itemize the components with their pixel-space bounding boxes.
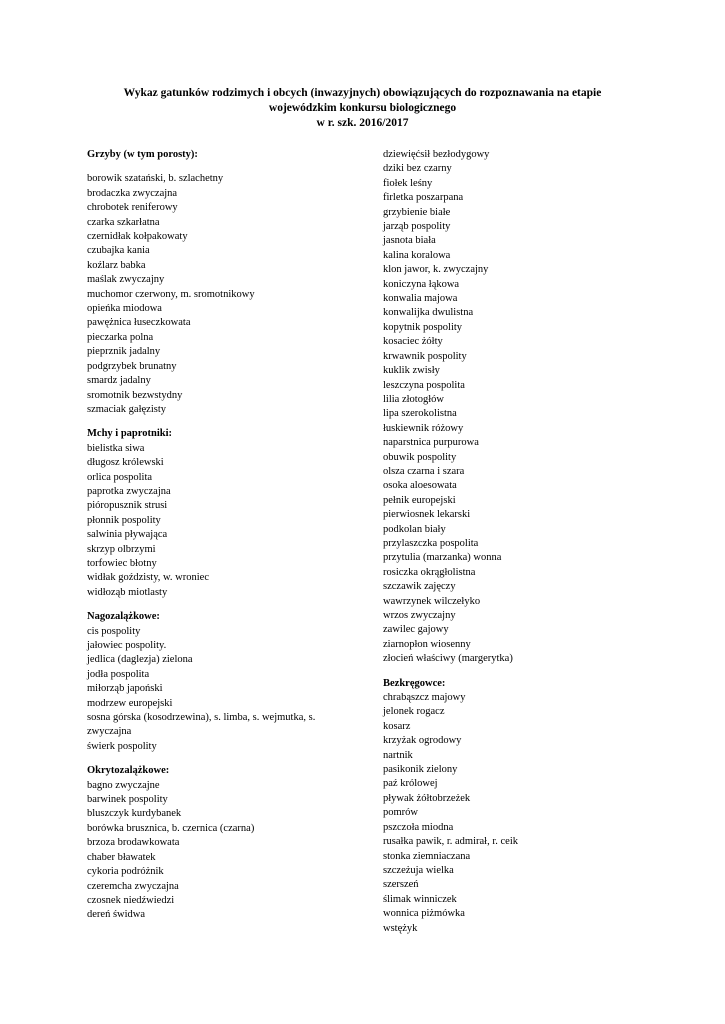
species-item: grzybienie białe (383, 206, 451, 218)
species-item: bielistka siwa (87, 442, 145, 454)
species-item: chrabąszcz majowy (383, 692, 466, 704)
document-title (60, 86, 665, 131)
species-item: borówka brusznica, b. czernica (czarna) (87, 822, 255, 834)
species-item: konwalia majowa (383, 293, 458, 305)
species-item: kosarz (383, 720, 411, 732)
species-item: fiołek leśny (383, 177, 433, 189)
section-heading-okrytozalazkowe: Okrytozalążkowe: (87, 765, 170, 777)
species-item: lipa szerokolistna (383, 408, 457, 420)
species-item: barwinek pospolity (87, 794, 168, 806)
species-item: pieprznik jadalny (87, 346, 161, 358)
species-item: czeremcha zwyczajna (87, 880, 179, 892)
species-item: konwalijka dwulistna (383, 307, 474, 319)
species-item: widłoząb miotlasty (87, 586, 168, 598)
species-item: cykoria podróżnik (87, 866, 164, 878)
species-item: szerszeń (383, 879, 419, 891)
species-item: jasnota biała (383, 235, 436, 247)
species-item: wawrzynek wilczełyko (383, 595, 481, 607)
species-item: osoka aloesowata (383, 480, 457, 492)
species-item: smardz jadalny (87, 375, 151, 387)
section-heading-nagozalazkowe: Nagozalążkowe: (87, 611, 160, 623)
section-heading-mchy: Mchy i paprotniki: (87, 428, 172, 440)
species-item: maślak zwyczajny (87, 274, 165, 286)
species-item: pasikonik zielony (383, 764, 458, 776)
species-item: podgrzybek brunatny (87, 360, 177, 372)
species-item: sromotnik bezwstydny (87, 389, 183, 401)
species-item: pawężnica łuseczkowata (87, 317, 191, 329)
species-item: pomrów (383, 807, 418, 819)
species-item: pszczoła miodna (383, 821, 454, 833)
species-item: kuklik zwisły (383, 365, 440, 377)
species-item: orlica pospolita (87, 471, 153, 483)
section-heading-bezkregowce: Bezkręgowce: (383, 677, 446, 689)
species-item: klon jawor, k. zwyczajny (383, 264, 489, 276)
species-item: modrzew europejski (87, 697, 173, 709)
species-item: dziki bez czarny (383, 163, 452, 175)
section-heading-grzyby: Grzyby (w tym porosty): (87, 149, 198, 160)
list-grzyby (87, 172, 357, 417)
species-item: zawilec gajowy (383, 624, 449, 636)
title-line-1: Wykaz gatunków rodzimych i obcych (inwazyjnych) obowiązujących do rozpoznawania na etapie (123, 87, 602, 99)
species-item: salwinia pływająca (87, 529, 168, 541)
species-item: szczeżuja wielka (383, 864, 454, 876)
species-item: sosna górska (kosodrzewina), s. limba, s. wejmutka, s. zwyczajna (87, 712, 316, 738)
species-item: jedlica (daglezja) zielona (87, 654, 193, 666)
species-item: bluszczyk kurdybanek (87, 808, 182, 820)
species-item: miłorząb japoński (87, 683, 163, 695)
species-item: szczawik zajęczy (383, 581, 456, 593)
species-item: brzoza brodawkowata (87, 837, 180, 849)
species-item: chaber bławatek (87, 851, 156, 863)
title-line-3: w r. szk. 2016/2017 (316, 117, 409, 129)
species-item: łuskiewnik różowy (383, 422, 464, 434)
species-item: kalina koralowa (383, 249, 451, 261)
species-item: rusałka pawik, r. admirał, r. ceik (383, 836, 518, 848)
species-item: krzyżak ogrodowy (383, 735, 462, 747)
species-item: długosz królewski (87, 457, 164, 469)
species-item: wrzos zwyczajny (383, 610, 456, 621)
species-item: złocień właściwy (margerytka) (383, 653, 513, 665)
left-column (87, 148, 357, 923)
species-item: czubajka kania (87, 245, 150, 257)
species-item: pływak żółtobrzeżek (383, 792, 471, 804)
species-item: jarząb pospolity (383, 221, 451, 233)
species-item: koźlarz babka (87, 259, 146, 271)
species-item: dereń świdwa (87, 909, 146, 921)
species-item: cis pospolity (87, 625, 141, 637)
species-item: chrobotek reniferowy (87, 202, 178, 214)
species-item: pióropusznik strusi (87, 500, 168, 512)
species-item: przylaszczka pospolita (383, 537, 479, 549)
species-item: skrzyp olbrzymi (87, 543, 156, 555)
species-item: czernidłak kołpakowaty (87, 231, 188, 243)
species-item: czarka szkarłatna (87, 216, 160, 228)
list-nagozalazkowe (87, 625, 357, 755)
species-item: olsza czarna i szara (383, 465, 465, 477)
species-item: opieńka miodowa (87, 303, 162, 315)
species-item: płonnik pospolity (87, 514, 161, 526)
title-line-2: wojewódzkim konkursu biologicznego (268, 102, 457, 114)
species-item: jelonek rogacz (383, 706, 445, 718)
species-item: świerk pospolity (87, 740, 157, 752)
species-item: koniczyna łąkowa (383, 278, 460, 290)
species-item: leszczyna pospolita (383, 379, 465, 391)
species-item: lilia złotogłów (383, 393, 444, 405)
species-item: wonnica piżmówka (383, 908, 465, 920)
species-item: rosiczka okrągłolistna (383, 566, 476, 578)
species-item: czosnek niedźwiedzi (87, 894, 175, 906)
species-item: szmaciak gałęzisty (87, 403, 167, 415)
species-item: dziewięćsił bezłodygowy (383, 149, 490, 160)
right-column (383, 148, 683, 936)
species-item: torfowiec błotny (87, 557, 157, 569)
species-item: obuwik pospolity (383, 451, 457, 463)
species-item: paprotka zwyczajna (87, 485, 171, 497)
species-item: bagno zwyczajne (87, 779, 160, 791)
species-item: ziarnopłon wiosenny (383, 638, 471, 650)
species-item: pierwiosnek lekarski (383, 509, 471, 521)
species-item: pełnik europejski (383, 494, 456, 506)
list-bezkregowce (383, 691, 683, 936)
species-item: naparstnica purpurowa (383, 437, 479, 449)
species-item: jodła pospolita (87, 668, 150, 680)
list-okrytozalazkowe-continued (383, 148, 683, 667)
species-item: brodaczka zwyczajna (87, 187, 178, 199)
species-item: ślimak winniczek (383, 893, 457, 905)
species-item: przytulia (marzanka) wonna (383, 552, 502, 564)
species-item: widłak goździsty, w. wroniec (87, 572, 209, 584)
species-item: stonka ziemniaczana (383, 850, 471, 862)
species-item: jałowiec pospolity. (87, 640, 167, 651)
species-item: kosaciec żółty (383, 336, 443, 348)
species-item: krwawnik pospolity (383, 350, 467, 362)
species-item: borowik szatański, b. szlachetny (87, 173, 224, 185)
species-item: podkolan biały (383, 523, 446, 535)
species-item: kopytnik pospolity (383, 321, 463, 333)
species-item: paź królowej (383, 778, 438, 790)
species-item: firletka poszarpana (383, 192, 464, 204)
list-mchy (87, 442, 357, 600)
species-item: wstężyk (383, 922, 418, 934)
species-item: pieczarka polna (87, 331, 154, 343)
list-okrytozalazkowe (87, 779, 357, 923)
species-item: muchomor czerwony, m. sromotnikowy (87, 288, 255, 300)
species-item: nartnik (383, 749, 413, 761)
